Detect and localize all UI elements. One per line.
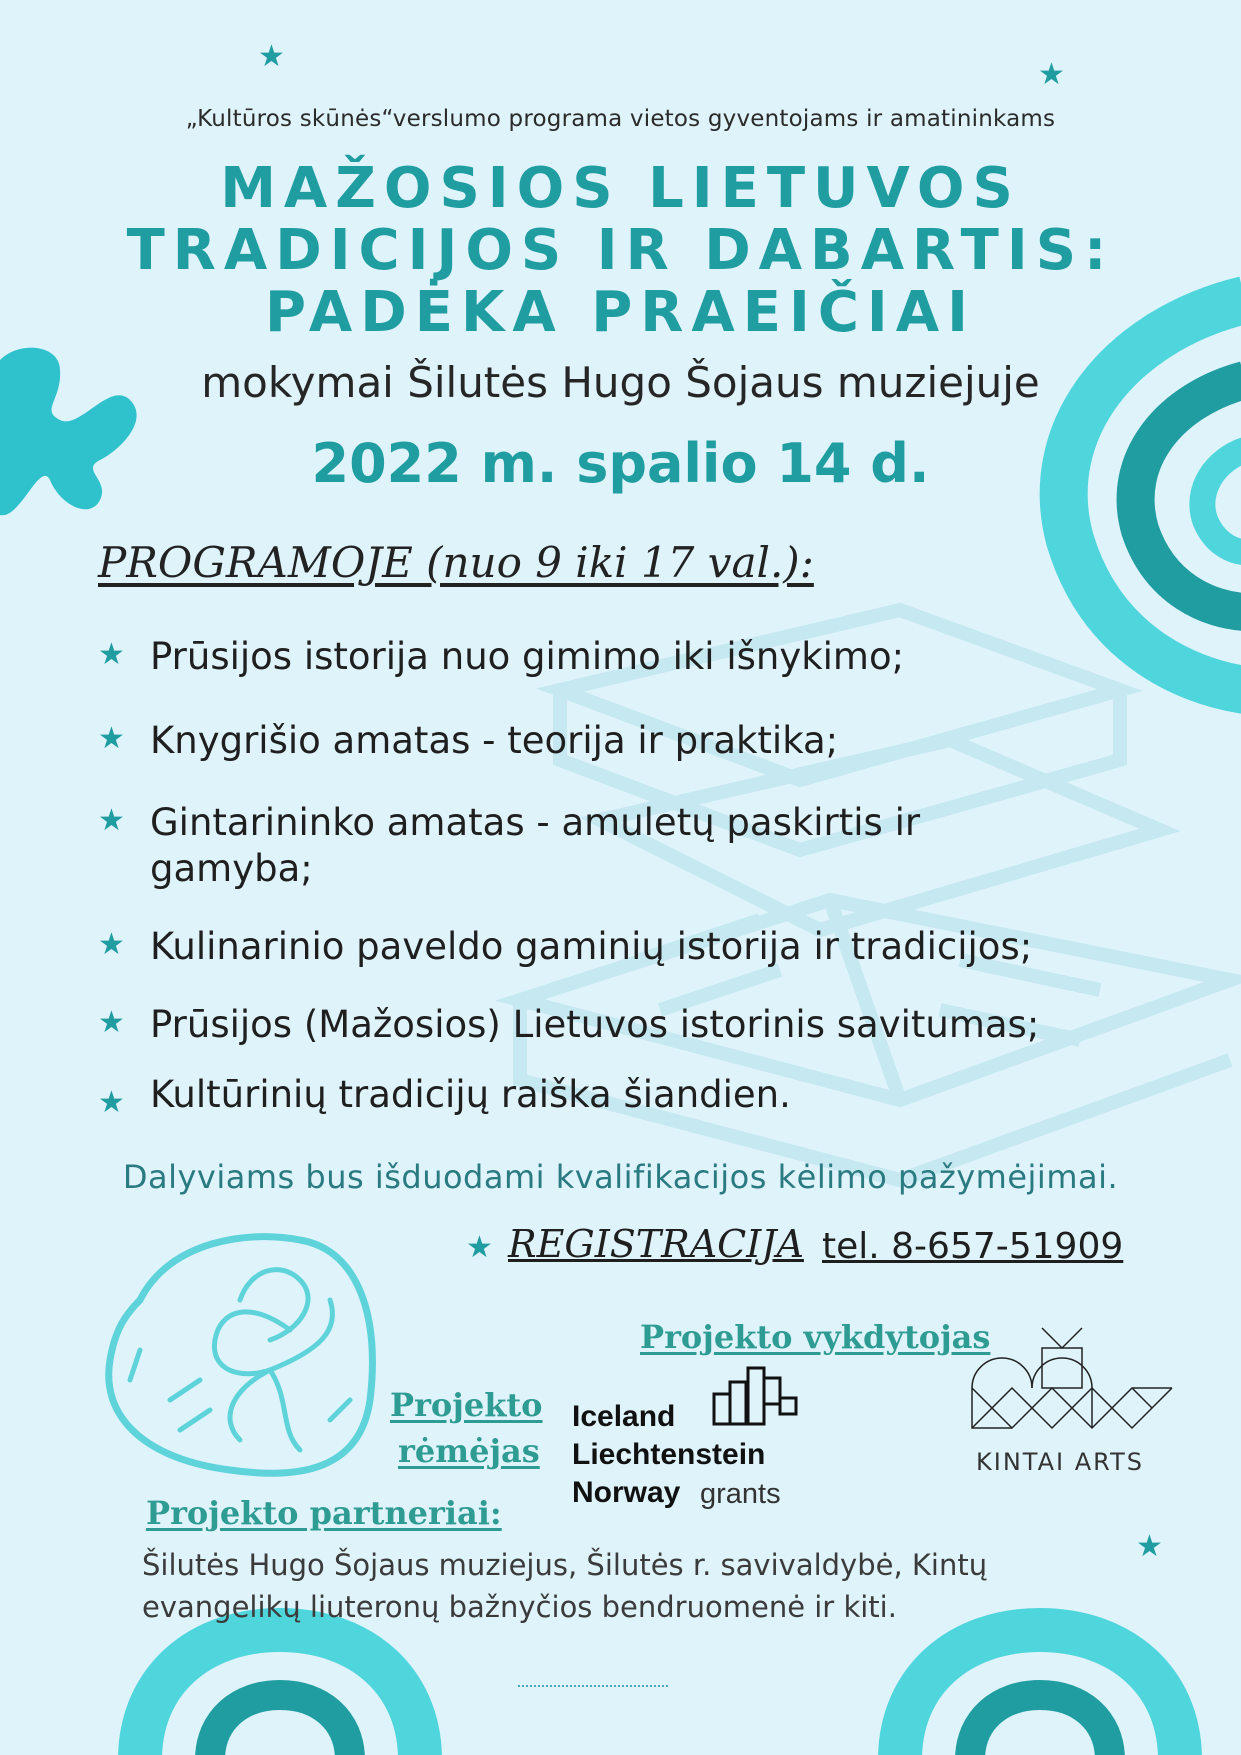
kintai-arts-text: KINTAI ARTS (976, 1448, 1144, 1476)
title-line-3: PADĖKA PRAEIČIAI (265, 280, 976, 345)
kintai-arts-logo (942, 1318, 1192, 1498)
star-icon: ★ (466, 1230, 493, 1265)
grants-text-grants: grants (700, 1478, 781, 1510)
title-line-1: MAŽOSIOS LIETUVOS (220, 156, 1021, 221)
eea-grants-logo (568, 1358, 818, 1518)
star-icon: ★ (98, 1005, 125, 1040)
event-date: 2022 m. spalio 14 d. (311, 432, 930, 495)
grants-text-iceland: Iceland (572, 1400, 676, 1433)
grants-logo-icon (712, 1364, 802, 1430)
star-icon: ★ (98, 637, 125, 672)
star-icon: ★ (1136, 1529, 1163, 1564)
program-item-text: Knygrišio amatas - teorija ir praktika; (150, 719, 839, 762)
executor-label: Projekto vykdytojas (640, 1318, 991, 1356)
star-icon: ★ (98, 927, 125, 962)
star-icon: ★ (98, 803, 125, 838)
program-item-text: Prūsijos (Mažosios) Lietuvos istorinis savitumas; (150, 1003, 1040, 1046)
title-line-2: TRADICIJOS IR DABARTIS: (126, 218, 1115, 283)
star-icon: ★ (1038, 57, 1065, 92)
partners-label: Projekto partneriai: (146, 1494, 502, 1532)
program-item-text: Prūsijos istorija nuo gimimo iki išnykimo; (150, 635, 905, 678)
program-heading: PROGRAMOJE (nuo 9 iki 17 val.): (98, 538, 814, 587)
star-icon: ★ (258, 39, 285, 74)
grants-text-liechtenstein: Liechtenstein (572, 1438, 766, 1471)
dotted-divider (518, 1685, 668, 1687)
program-item-text: Kultūrinių tradicijų raiška šiandien. (150, 1073, 791, 1116)
partners-text: Šilutės Hugo Šojaus muziejus, Šilutės r. savivaldybė, Kintų evangelikų liuteronų bažnyčios bendruomenė ir kiti. (142, 1548, 988, 1624)
certificate-note: Dalyviams bus išduodami kvalifikacijos kėlimo pažymėjimai. (122, 1158, 1119, 1196)
registration-phone[interactable]: tel. 8-657-51909 (822, 1226, 1124, 1267)
registration-label: REGISTRACIJA (508, 1222, 804, 1266)
kintai-logo-icon (942, 1318, 1182, 1438)
star-icon: ★ (98, 721, 125, 756)
program-item-text: Gintarininko amatas - amuletų paskirtis ir gamyba; (150, 801, 921, 890)
star-icon: ★ (98, 1085, 125, 1120)
event-location: mokymai Šilutės Hugo Šojaus muziejuje (201, 358, 1040, 407)
sponsor-label-line1: Projekto (390, 1386, 543, 1424)
program-item-text: Kulinarinio paveldo gaminių istorija ir tradicijos; (150, 925, 1033, 968)
grants-text-norway: Norway (572, 1476, 681, 1509)
swirl-bottom-left (140, 1630, 420, 1755)
swirl-bottom-right (900, 1630, 1180, 1755)
program-subtitle: „Kultūros skūnės“verslumo programa vietos gyventojams ir amatininkams (185, 106, 1056, 132)
sponsor-label-line2: rėmėjas (398, 1432, 540, 1470)
amber-drawing (109, 1237, 373, 1474)
